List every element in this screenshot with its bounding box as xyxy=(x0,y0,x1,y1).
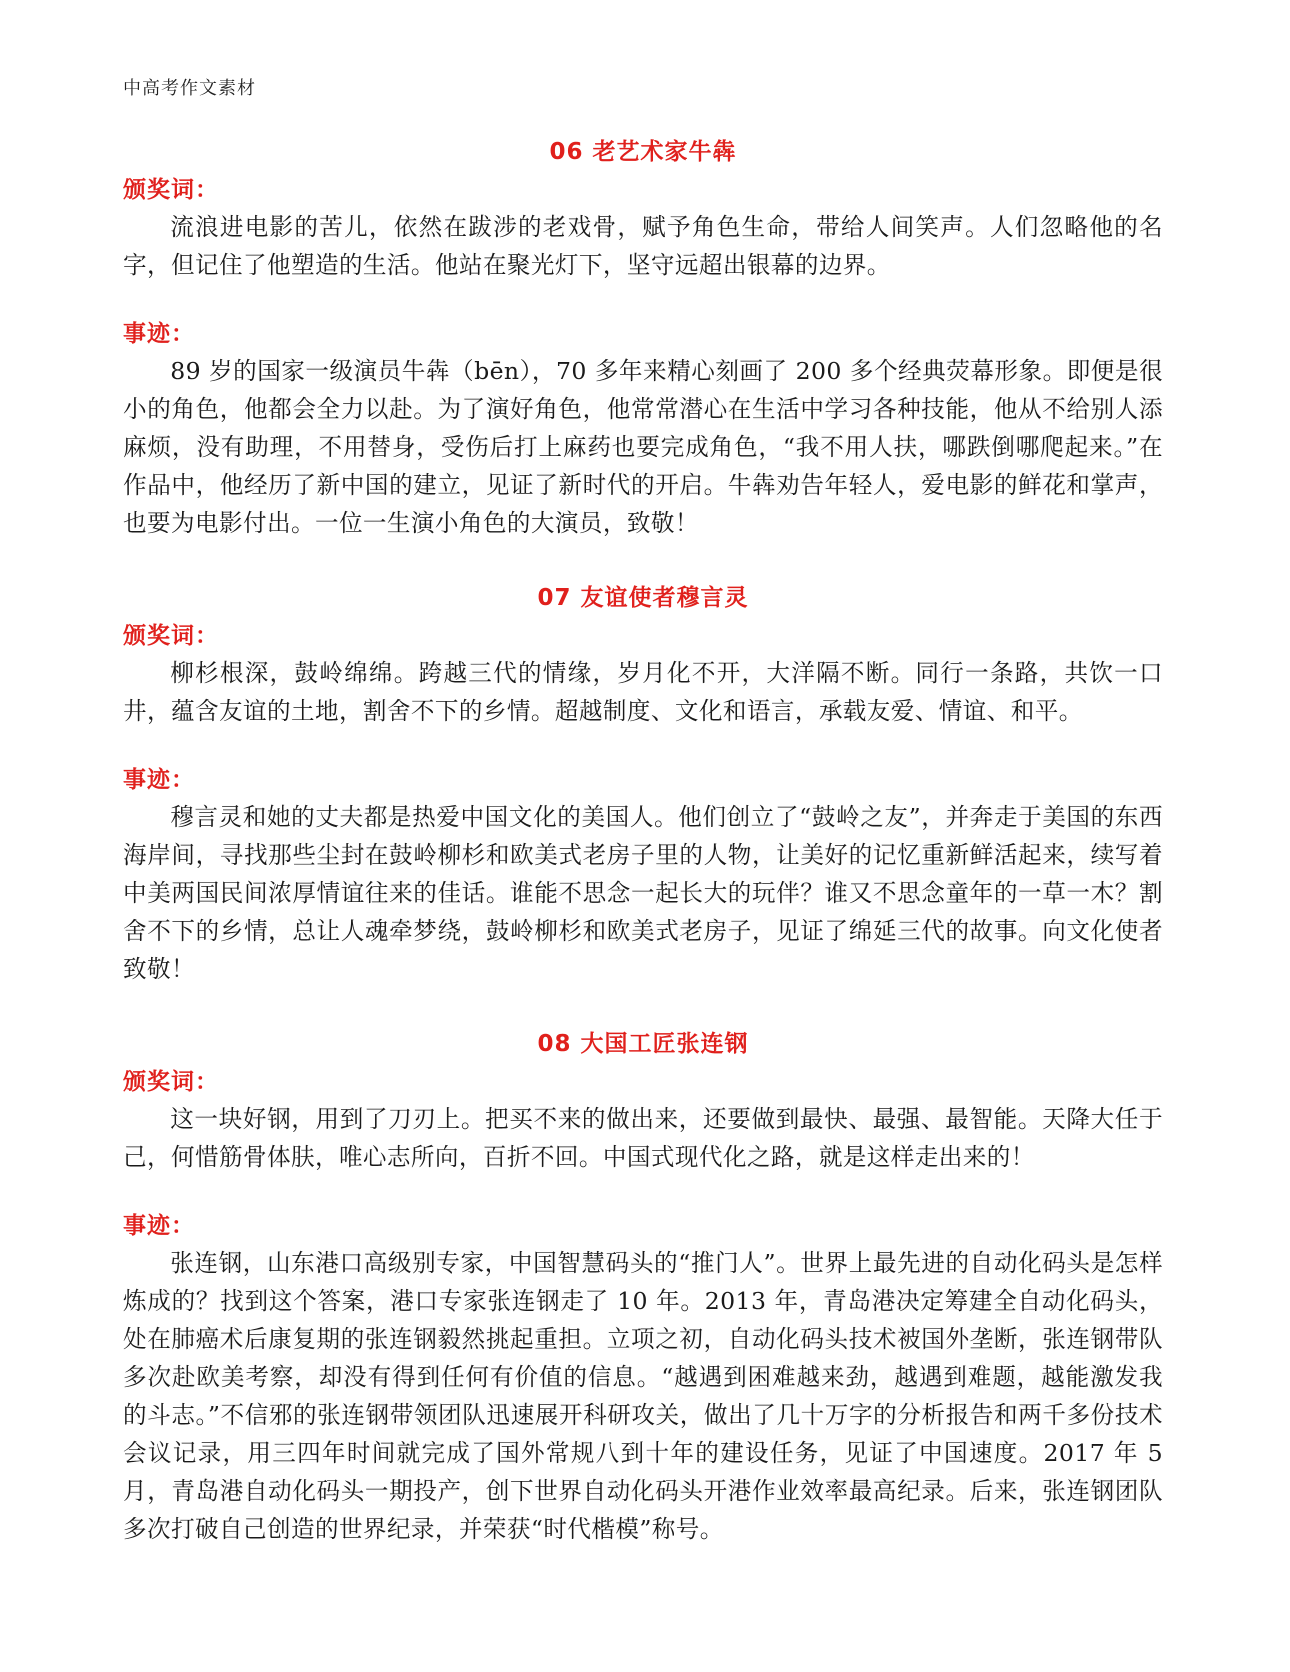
deeds-label: 事迹： xyxy=(123,320,195,347)
deeds-label: 事迹： xyxy=(123,766,195,793)
section-08 xyxy=(123,1024,1163,1548)
award-label: 颁奖词： xyxy=(123,1068,219,1095)
award-text: 流浪进电影的苦儿，依然在跋涉的老戏骨，赋予角色生命，带给人间笑声。人们忽略他的名字，但记住了他塑造的生活。他站在聚光灯下，坚守远超出银幕的边界。 xyxy=(123,213,1163,279)
section-title: 08 大国工匠张连钢 xyxy=(537,1031,749,1057)
section-title: 06 老艺术家牛犇 xyxy=(549,139,737,165)
award-text: 这一块好钢，用到了刀刃上。把买不来的做出来，还要做到最快、最强、最智能。天降大任于己，何惜筋骨体肤，唯心志所向，百折不回。中国式现代化之路，就是这样走出来的！ xyxy=(123,1105,1163,1171)
section-title: 07 友谊使者穆言灵 xyxy=(537,585,749,611)
document-content xyxy=(123,132,1163,1548)
section-07 xyxy=(123,578,1163,988)
award-text: 柳杉根深，鼓岭绵绵。跨越三代的情缘，岁月化不开，大洋隔不断。同行一条路，共饮一口井，蕴含友谊的土地，割舍不下的乡情。超越制度、文化和语言，承载友爱、情谊、和平。 xyxy=(123,659,1163,725)
deeds-label: 事迹： xyxy=(123,1212,195,1239)
deeds-text: 穆言灵和她的丈夫都是热爱中国文化的美国人。他们创立了“鼓岭之友”，并奔走于美国的东西海岸间，寻找那些尘封在鼓岭柳杉和欧美式老房子里的人物，让美好的记忆重新鲜活起来，续写着中美两国民间浓厚情谊往来的佳话。谁能不思念一起长大的玩伴？谁又不思念童年的一草一木？割舍不下的乡情，总让人魂牵梦绕，鼓岭柳杉和欧美式老房子，见证了绵延三代的故事。向文化使者致敬！ xyxy=(123,803,1163,983)
section-06 xyxy=(123,132,1163,542)
page-header-label: 中高考作文素材 xyxy=(123,78,256,99)
deeds-text: 89 岁的国家一级演员牛犇（bēn），70 多年来精心刻画了 200 多个经典荧幕形象。即便是很小的角色，他都会全力以赴。为了演好角色，他常常潜心在生活中学习各种技能，他从不给别人添麻烦，没有助理，不用替身，受伤后打上麻药也要完成角色，“我不用人扶，哪跌倒哪爬起来。”在作品中，他经历了新中国的建立，见证了新时代的开启。牛犇劝告年轻人，爱电影的鲜花和掌声，也要为电影付出。一位一生演小角色的大演员，致敬！ xyxy=(123,357,1163,537)
award-label: 颁奖词： xyxy=(123,622,219,649)
award-label: 颁奖词： xyxy=(123,176,219,203)
deeds-text: 张连钢，山东港口高级别专家，中国智慧码头的“推门人”。世界上最先进的自动化码头是怎样炼成的？找到这个答案，港口专家张连钢走了 10 年。2013 年，青岛港决定筹建全自动化码头，处在肺癌术后康复期的张连钢毅然挑起重担。立项之初，自动化码头技术被国外垄断，张连钢带队多次赴欧美考察，却没有得到任何有价值的信息。“越遇到困难越来劲，越遇到难题，越能激发我的斗志。”不信邪的张连钢带领团队迅速展开科研攻关，做出了几十万字的分析报告和两千多份技术会议记录，用三四年时间就完成了国外常规八到十年的建设任务，见证了中国速度。2017 年 5 月，青岛港自动化码头一期投产，创下世界自动化码头开港作业效率最高纪录。后来，张连钢团队多次打破自己创造的世界纪录，并荣获“时代楷模”称号。 xyxy=(123,1249,1163,1543)
